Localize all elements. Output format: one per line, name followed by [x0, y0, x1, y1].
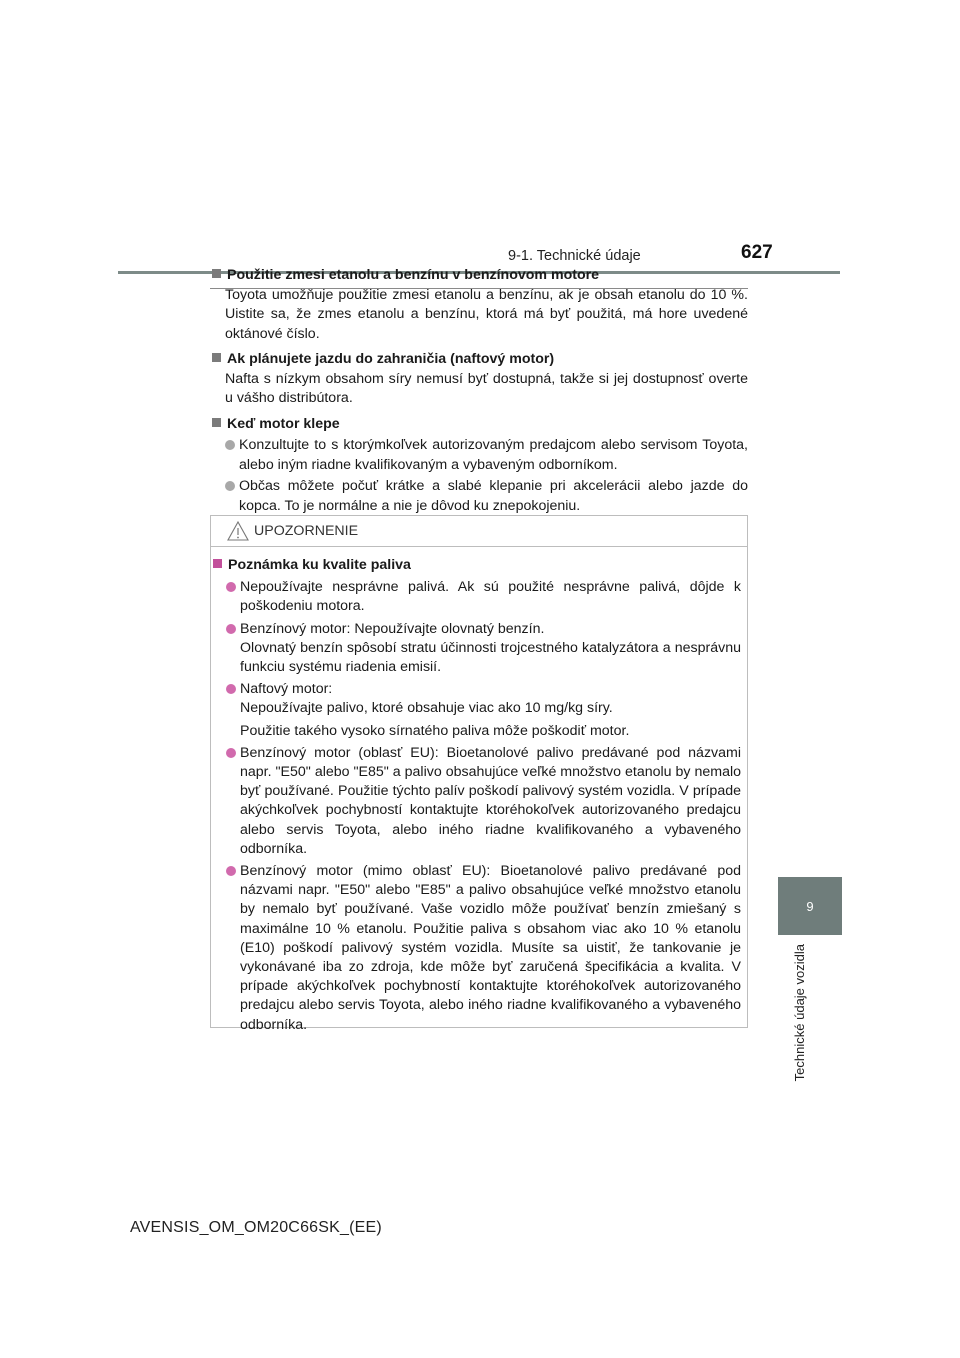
list-item: Benzínový motor: Nepoužívajte olovnatý benzín. Olovnatý benzín spôsobí stratu účinnosti trojcestného katalyzátora a nesprávnu funkciu systému riadenia emisií.: [226, 620, 743, 678]
square-bullet-icon: [212, 269, 221, 278]
list-item: Občas môžete počuť krátke a slabé klepanie pri akcelerácii alebo jazde do kopca. To je normálne a nie je dôvod ku znepokojeniu.: [225, 477, 748, 516]
section-ethanol: [212, 266, 748, 344]
warning-box: [210, 515, 748, 1033]
square-bullet-icon: [212, 418, 221, 427]
section-title: Keď motor klepe: [227, 415, 340, 432]
section-knocking: [212, 415, 748, 517]
list-item: Konzultujte to s ktorýmkoľvek autorizovaným predajcom alebo servisom Toyota, alebo iným riadne kvalifikovaným a vybaveným odborníkom.: [225, 436, 748, 475]
section-text: Nafta s nízkym obsahom síry nemusí byť dostupná, takže si jej dostupnosť overte u vášho distribútora.: [225, 370, 748, 406]
section-title: Ak plánujete jazdu do zahraničia (naftový motor): [227, 351, 555, 367]
section-heading: 9-1. Technické údaje: [508, 248, 641, 264]
warning-header: [211, 516, 747, 547]
chapter-side-label: [788, 944, 810, 1104]
chapter-side-label-text: Technické údaje vozidla: [791, 944, 807, 1082]
round-bullet-icon: [226, 582, 236, 592]
page-number: 627: [741, 242, 773, 263]
warning-heading: UPOZORNENIE: [254, 523, 359, 539]
section-abroad: [212, 350, 748, 409]
chapter-tab[interactable]: [778, 877, 842, 935]
section-title: Použitie zmesi etanolu a benzínu v benzínovom motore: [227, 267, 600, 283]
list-item: Benzínový motor (mimo oblasť EU): Bioetanolové palivo predávané pod názvami napr. "E50" alebo "E85" a palivo obsahujúce veľké množstvo etanolu by nemalo byť používané. Vaše vozidlo môže používať benzín zmiešaný s maximálne 10 % etanolu. Použitie paliva s obsahom viac ako 10 % etanolu (E10) poškodí palivový systém vozidla. Musíte sa uistiť, že tankovanie je vykonávané iba zo zdroja, kde môže byť zaručená špecifikácia a kvalita. V prípade akýchkoľvek pochybností kontaktujte ktoréhokoľvek autorizovaného predajcu alebo servis Toyota, alebo iného riadne kvalifikovaného a vybaveného odborníka.: [226, 862, 743, 1035]
warning-triangle-icon: [227, 521, 249, 541]
warning-content: [213, 556, 743, 1035]
round-bullet-icon: [226, 866, 236, 876]
round-bullet-icon: [225, 481, 235, 491]
round-bullet-icon: [226, 624, 236, 634]
chapter-tab-number: 9: [806, 898, 814, 914]
warning-title: Poznámka ku kvalite paliva: [228, 557, 411, 573]
main-content: [212, 266, 748, 522]
list-item: Naftový motor: Nepoužívajte palivo, ktoré obsahuje viac ako 10 mg/kg síry. Použitie takého vysoko sírnatého paliva môže poškodiť motor.: [226, 680, 743, 741]
round-bullet-icon: [226, 684, 236, 694]
section-text: Toyota umožňuje použitie zmesi etanolu a benzínu, ak je obsah etanolu do 10 %. Uistite sa, že zmes etanolu a benzínu, ktorá má byť použitá, má hore uvedené oktánové číslo.: [225, 286, 748, 342]
document-code: AVENSIS_OM_OM20C66SK_(EE): [130, 1219, 382, 1236]
list-item: Nepoužívajte nesprávne palivá. Ak sú použité nesprávne palivá, dôjde k poškodeniu motora.: [226, 578, 743, 616]
list-item: Benzínový motor (oblasť EU): Bioetanolové palivo predávané pod názvami napr. "E50" alebo "E85" a palivo obsahujúce veľké množstvo etanolu by nemalo byť používané. Použitie týchto palív poškodí palivový systém vozidla. V prípade akýchkoľvek pochybností kontaktujte ktoréhokoľvek autorizovaného predajcu alebo servis Toyota, alebo iného riadne kvalifikovaného a vybaveného odborníka.: [226, 744, 743, 859]
square-bullet-icon: [213, 559, 222, 568]
round-bullet-icon: [225, 440, 235, 450]
round-bullet-icon: [226, 748, 236, 758]
square-bullet-icon: [212, 353, 221, 362]
